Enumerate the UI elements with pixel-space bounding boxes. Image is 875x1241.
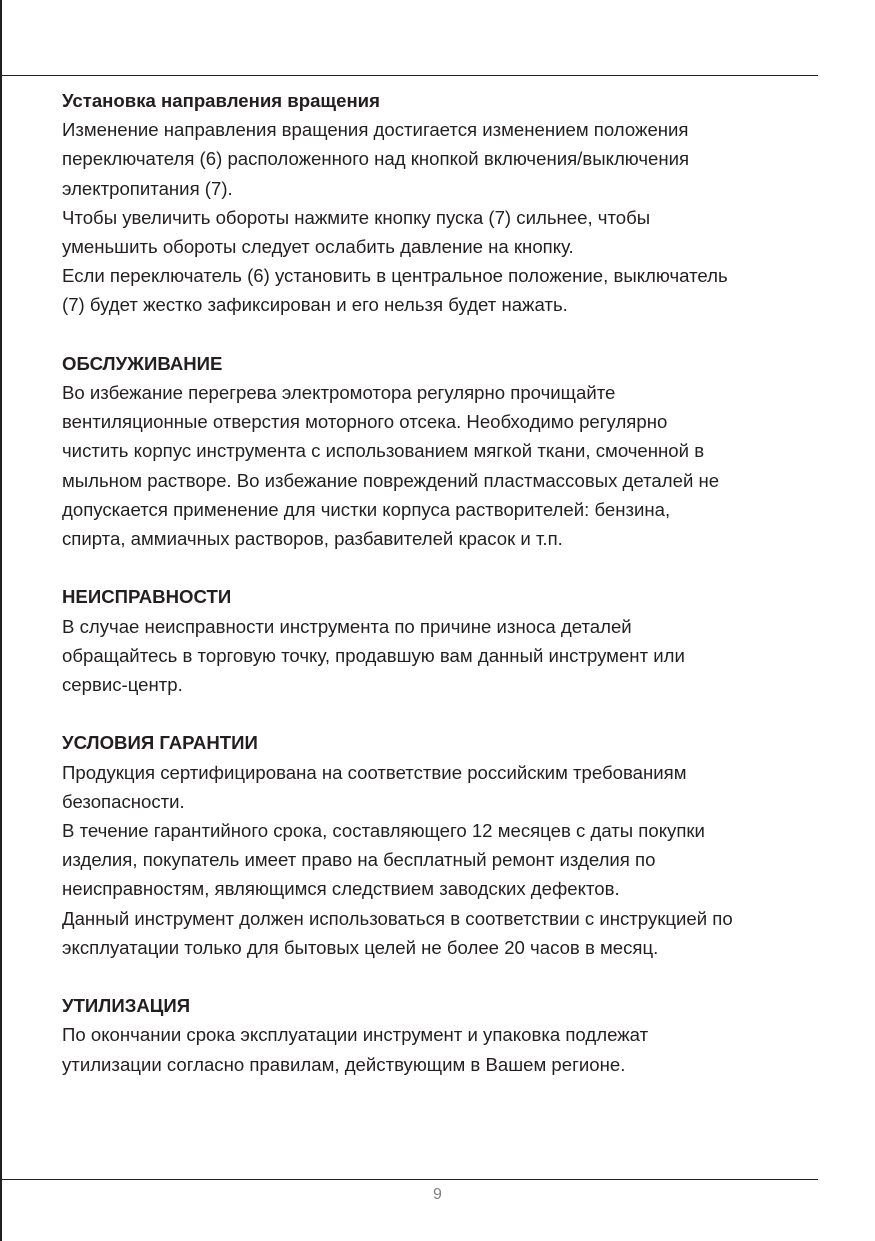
text-line: Изменение направления вращения достигается изменением положения — [62, 119, 689, 141]
text-line: По окончании срока эксплуатации инструмент и упаковка подлежат — [62, 1024, 649, 1046]
text-line: Если переключатель (6) установить в центральное положение, выключатель — [62, 265, 728, 287]
text-line: чистить корпус инструмента с использованием мягкой ткани, смоченной в — [62, 440, 705, 462]
text-line: Продукция сертифицирована на соответствие российским требованиям — [62, 761, 687, 783]
text-line: изделия, покупатель имеет право на бесплатный ремонт изделия по — [62, 849, 656, 871]
text-line: эксплуатации только для бытовых целей не более 20 часов в месяц. — [62, 936, 659, 958]
section — [62, 728, 822, 962]
text-line: обращайтесь в торговую точку, продавшую вам данный инструмент или — [62, 644, 685, 666]
page-number: 9 — [433, 1186, 442, 1203]
section-heading: Установка направления вращения — [62, 90, 380, 111]
text-line: переключателя (6) расположенного над кнопкой включения/выключения — [62, 148, 690, 170]
paragraph — [62, 758, 822, 816]
paragraph — [62, 115, 822, 203]
text-line: неисправностям, являющимся следствием заводских дефектов. — [62, 878, 620, 900]
paragraph — [62, 203, 822, 261]
section — [62, 349, 822, 553]
section — [62, 582, 822, 699]
page-left-border — [0, 0, 2, 1241]
section-heading: УТИЛИЗАЦИЯ — [62, 995, 191, 1017]
header-rule — [0, 75, 818, 76]
section-heading: НЕИСПРАВНОСТИ — [62, 586, 232, 608]
section-heading: УСЛОВИЯ ГАРАНТИИ — [62, 732, 258, 754]
text-line: утилизации согласно правилам, действующим в Вашем регионе. — [62, 1053, 626, 1075]
paragraph — [62, 378, 822, 553]
page-content — [62, 86, 822, 1108]
text-line: сервис-центр. — [62, 674, 183, 696]
text-line: Во избежание перегрева электромотора регулярно прочищайте — [62, 382, 616, 404]
text-line: В случае неисправности инструмента по причине износа деталей — [62, 615, 632, 637]
text-line: электропитания (7). — [62, 177, 233, 199]
text-line: допускается применение для чистки корпуса растворителей: бензина, — [62, 498, 671, 520]
text-line: (7) будет жестко зафиксирован и его нельзя будет нажать. — [62, 294, 568, 316]
section — [62, 991, 822, 1079]
section-heading: ОБСЛУЖИВАНИЕ — [62, 352, 223, 374]
text-line: Чтобы увеличить обороты нажмите кнопку пуска (7) сильнее, чтобы — [62, 206, 651, 228]
paragraph — [62, 904, 822, 962]
text-line: В течение гарантийного срока, составляющего 12 месяцев с даты покупки — [62, 820, 705, 842]
paragraph — [62, 1020, 822, 1078]
text-line: Данный инструмент должен использоваться в соответствии с инструкцией по — [62, 907, 733, 929]
paragraph — [62, 261, 822, 319]
text-line: мыльном растворе. Во избежание повреждений пластмассовых деталей не — [62, 469, 720, 491]
paragraph — [62, 816, 822, 904]
text-line: безопасности. — [62, 790, 185, 812]
text-line: спирта, аммиачных растворов, разбавителей красок и т.п. — [62, 528, 563, 550]
text-line: вентиляционные отверстия моторного отсека. Необходимо регулярно — [62, 411, 668, 433]
section — [62, 86, 822, 320]
text-line: уменьшить обороты следует ослабить давление на кнопку. — [62, 236, 574, 258]
paragraph — [62, 612, 822, 700]
footer-rule — [0, 1179, 818, 1180]
